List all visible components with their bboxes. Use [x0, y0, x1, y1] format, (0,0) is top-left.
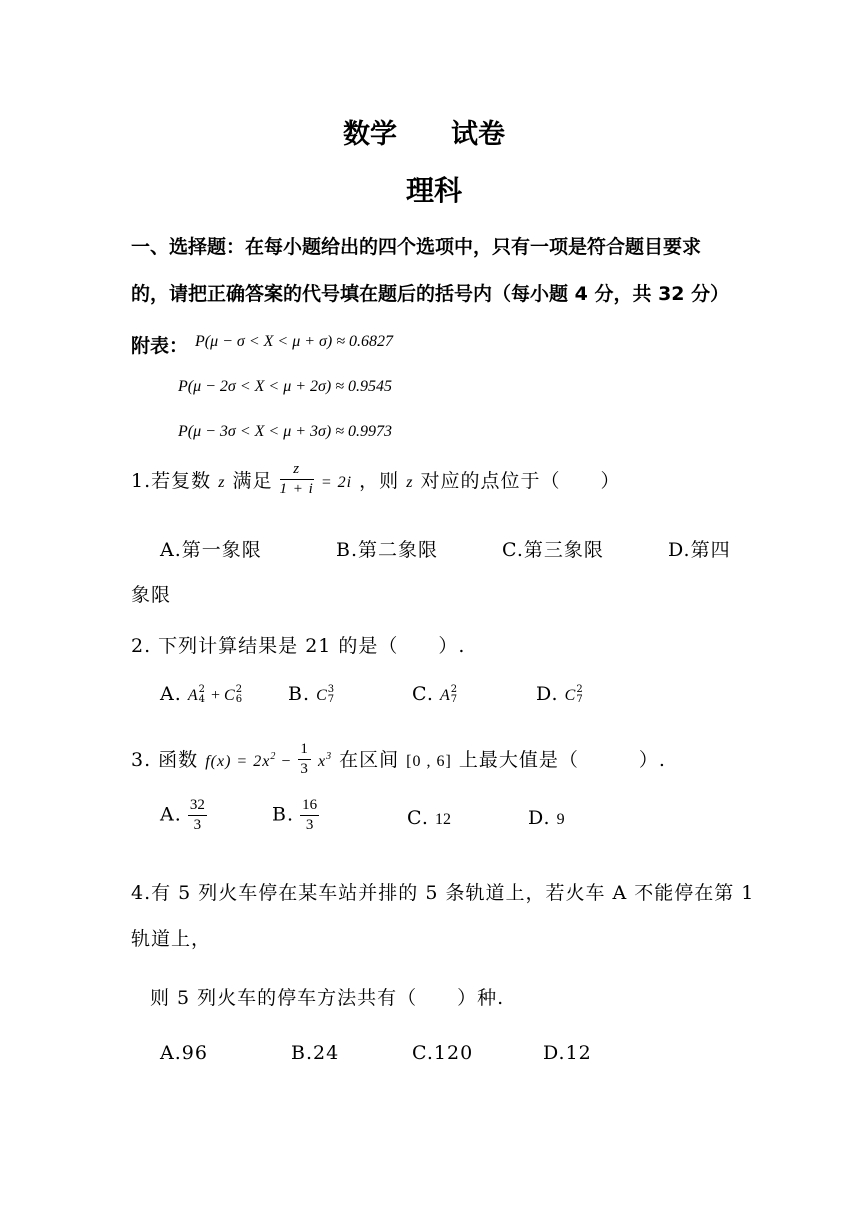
q4-option-c: C.120	[412, 1042, 474, 1064]
q1-fraction-den: 1 + i	[279, 480, 314, 497]
q3-option-c-label: C.	[407, 807, 429, 829]
q3-stem-post: 上最大值是（ ）.	[458, 749, 666, 771]
q1-eq: = 2i	[320, 474, 353, 491]
q1-var-z2: z	[406, 474, 414, 491]
question-2-stem: 2. 下列计算结果是 21 的是（ ）.	[131, 635, 466, 657]
question-1	[131, 460, 621, 497]
q4-option-b: B.24	[291, 1042, 340, 1064]
section-instructions-line2: 的，请把正确答案的代号填在题后的括号内（每小题 4 分，共 32 分）	[131, 283, 730, 305]
q2-option-c-label: C.	[412, 683, 434, 705]
q1-option-a: A.第一象限	[160, 539, 262, 561]
q1-fraction	[280, 462, 314, 497]
q3-interval: [0 , 6]	[406, 753, 452, 770]
q3-stem-mid: 在区间	[339, 749, 400, 771]
q1-stem-post: ，则	[359, 470, 400, 492]
q3-func: $f(x) = 2x^2$ −	[205, 751, 292, 770]
appendix-formula-1: P(μ − σ < X < μ + σ) ≈ 0.6827	[195, 333, 394, 350]
q4-option-d: D.12	[543, 1042, 592, 1064]
q2-option-a-label: A.	[160, 683, 182, 705]
q3-option-a-label: A.	[160, 803, 182, 826]
q1-stem-post2: 对应的点位于（ ）	[420, 470, 621, 492]
q1-option-d-wrap: 象限	[131, 584, 172, 606]
appendix-formula-3: P(μ − 3σ < X < μ + 3σ) ≈ 0.9973	[178, 423, 393, 440]
page-subtitle: 理科	[406, 174, 463, 207]
q3-option-d	[528, 807, 565, 829]
appendix-label: 附表：	[131, 335, 189, 357]
q1-var-z: z	[218, 474, 226, 491]
q1-fraction-num: z	[280, 462, 314, 480]
q3-x3: $x^3$	[317, 751, 333, 770]
q3-option-c	[407, 807, 451, 829]
q3-stem-pre: 3. 函数	[131, 749, 199, 771]
q1-stem-pre: 1.若复数	[131, 470, 212, 492]
q2-option-b-label: B.	[288, 683, 311, 705]
question-3	[131, 740, 666, 777]
question-4-line2: 轨道上，	[131, 928, 212, 950]
question-4-line1: 4.有 5 列火车停在某车站并排的 5 条轨道上，若火车 A 不能停在第 1	[131, 882, 755, 904]
appendix-formula-2: P(μ − 2σ < X < μ + 2σ) ≈ 0.9545	[178, 378, 393, 395]
q3-option-b-fraction: $\frac{16}{3}$	[302, 797, 318, 833]
q3-option-b-label: B.	[272, 803, 295, 826]
q4-option-a: A.96	[160, 1042, 208, 1064]
q3-option-b	[272, 798, 319, 833]
q1-option-d: D.第四	[668, 539, 731, 561]
q1-stem-mid: 满足	[232, 470, 273, 492]
q3-option-c-value: 12	[434, 811, 451, 828]
q3-fraction-num: 1	[298, 742, 311, 760]
q2-option-a: A. A 2 4 + C 2 6	[160, 683, 243, 705]
q3-option-d-label: D.	[528, 807, 551, 829]
q3-option-a-fraction: $\frac{32}{3}$	[189, 797, 205, 833]
q2-option-c: C. A 2 7	[412, 683, 458, 705]
q3-option-a	[160, 798, 207, 833]
q3-fraction-den: 3	[300, 760, 309, 777]
q2-option-b: B. C 3 7	[288, 683, 335, 705]
q2-option-d-label: D.	[536, 683, 559, 705]
q1-option-b: B.第二象限	[336, 539, 439, 561]
page-title: 数学 试卷	[343, 119, 505, 150]
q3-fraction	[298, 742, 311, 777]
q1-option-c: C.第三象限	[502, 539, 604, 561]
q2-option-d: D. C 2 7	[536, 683, 583, 705]
section-instructions-line1: 一、选择题：在每小题给出的四个选项中，只有一项是符合题目要求	[131, 236, 702, 258]
q3-option-d-value: 9	[556, 811, 565, 828]
question-4-line3: 则 5 列火车的停车方法共有（ ）种.	[150, 987, 505, 1009]
